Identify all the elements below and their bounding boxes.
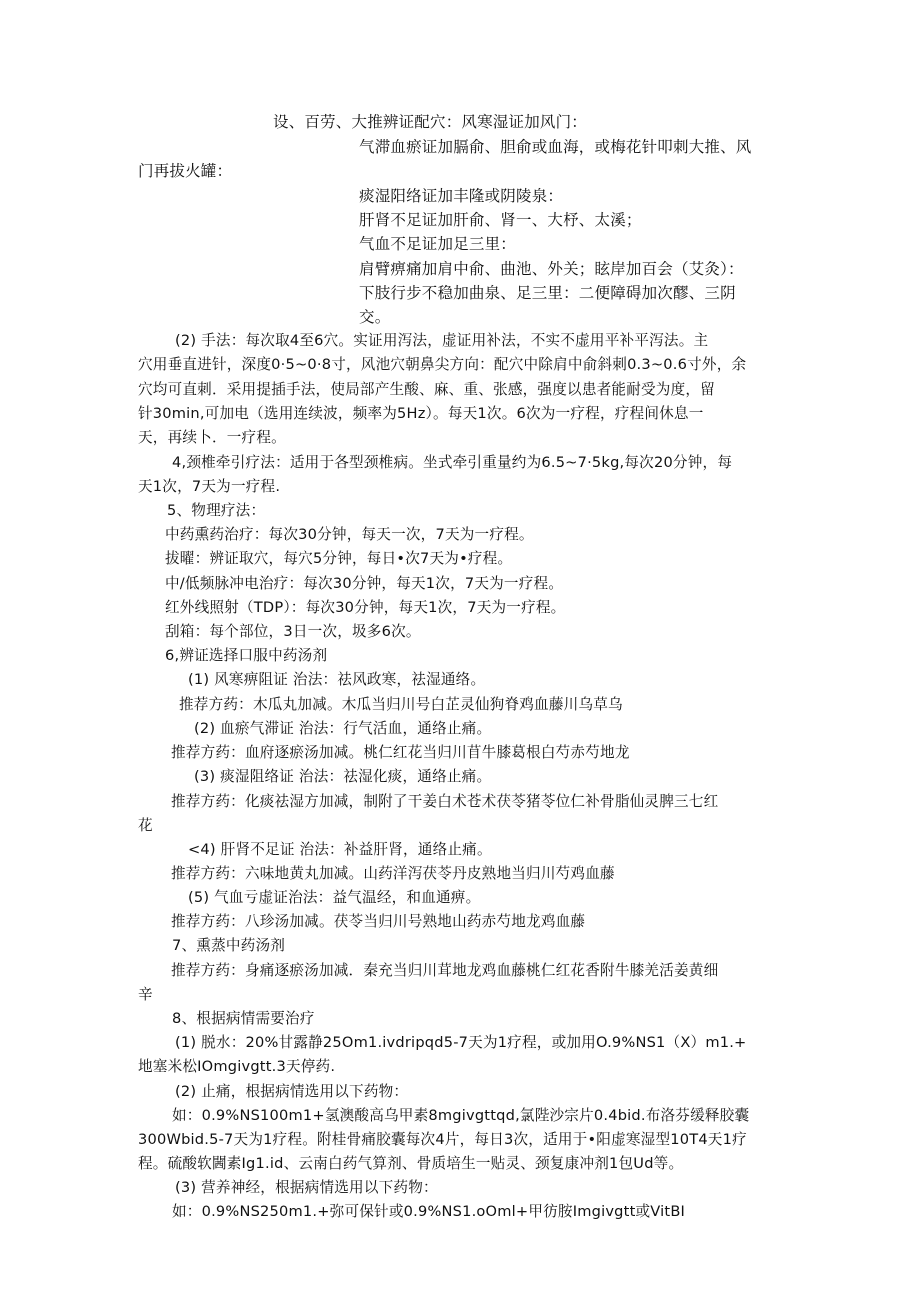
text-line: (3) 痰湿阻络证 治法：祛湿化痰，通络止痛。 bbox=[194, 768, 492, 785]
text-line: (3) 营养神经，根据病情选用以下药物： bbox=[175, 1179, 438, 1196]
text-line: 辛 bbox=[138, 986, 153, 1003]
text-line: 程。硫酸软閪素Ig1.id、云南白药气算剂、骨质培生一贴灵、颈复康冲剂1包Ud等。 bbox=[138, 1155, 684, 1172]
text-line: 刮箱：每个部位，3日一次，圾多6次。 bbox=[165, 623, 421, 640]
text-line: 推荐方药：木瓜丸加减。木瓜当归川号白芷灵仙狗脊鸡血藤川乌草乌 bbox=[179, 696, 623, 713]
text-line: 天1次，7天为一疗程. bbox=[138, 478, 281, 495]
text-line: (2) 血瘀气滞证 治法：行气活血，通络止痛。 bbox=[194, 720, 492, 737]
text-line: 推荐方药：八珍汤加减。茯苓当归川号熟地山药赤芍地龙鸡血藤 bbox=[171, 913, 586, 930]
text-line: 门再拔火罐： bbox=[138, 162, 233, 180]
text-line: 推荐方药：身痛逐瘀汤加减．秦充当归川茸地龙鸡血藤桃仁红花香附牛膝羌活姜黄细 bbox=[171, 962, 719, 979]
text-line: 5、物理疗法： bbox=[167, 502, 266, 519]
text-line: (5) 气血亏虚证治法：益气温经，和血通痹。 bbox=[188, 889, 481, 906]
text-line: 针30min,可加电（选用连续波，频率为5Hz）。每天1次。6次为一疗程，疗程间休息一 bbox=[138, 405, 704, 422]
text-line: 地塞米松IOmgivgtt.3天停药. bbox=[138, 1058, 336, 1075]
text-line: 7、熏蒸中药汤剂 bbox=[172, 937, 286, 954]
text-line: 6,辨证选择口服中药汤剂 bbox=[165, 647, 328, 664]
text-line: 如：0.9%NS250m1.+弥可保针或0.9%NS1.oOml+甲彷胺Imgivgtt或VitBI bbox=[172, 1203, 686, 1220]
text-line: (1) 脱水：20%甘露静25Om1.ivdripqd5-7天为1疗程，或加用O.9%NS1（X）m1.+ bbox=[175, 1034, 747, 1051]
text-line: 天，再续卜．一疗程。 bbox=[138, 429, 286, 446]
text-line: 4,颈椎牵引疗法：适用于各型颈椎病。坐式牵引重量约为6.5~7·5kg,每次20分钟，每 bbox=[172, 454, 733, 471]
text-line: 中药熏药治疗：每次30分钟，每天一次，7天为一疗程。 bbox=[165, 526, 534, 543]
text-line: 痰湿阳络证加丰隆或阴陵泉： bbox=[359, 187, 564, 205]
text-line: 推荐方药：六味地黄丸加减。山药洋泻茯苓丹皮熟地当归川芍鸡血藤 bbox=[171, 865, 615, 882]
text-line: 肝肾不足证加肝俞、肾一、大杼、太溪； bbox=[359, 211, 642, 229]
text-line: 如：0.9%NS100m1+氢澳酸高乌甲素8mgivgttqd,氯陛沙宗片0.4bid.布洛芬缓释胶囊 bbox=[172, 1107, 750, 1124]
text-line: 设、百劳、大推辨证配穴：风寒湿证加风门： bbox=[273, 113, 588, 131]
text-line: 交。 bbox=[359, 308, 391, 326]
text-line: 拔曜：辨证取穴，每穴5分钟，每日•次7天为•疗程。 bbox=[165, 550, 513, 567]
text-line: (1) 风寒痹阻证 治法：祛风政寒，祛湿通络。 bbox=[188, 671, 486, 688]
text-line: 穴均可直刺．采用提插手法，使局部产生酸、麻、重、张感，强度以患者能耐受为度，留 bbox=[138, 381, 715, 398]
text-line: 气滞血瘀证加膈俞、胆俞或血海，或梅花针叩刺大推、风 bbox=[359, 138, 752, 156]
text-line: 中/低频脉冲电治疗：每次30分钟，每天1次，7天为一疗程。 bbox=[165, 575, 564, 592]
text-line: 穴用垂直进针，深度0·5~0·8寸，风池穴朝鼻尖方向：配穴中除肩中俞斜刺0.3~0.6寸外，余 bbox=[138, 356, 747, 373]
text-line: 8、根据病情需要治疗 bbox=[172, 1010, 315, 1027]
text-line: 推荐方药：化痰祛湿方加减，制附了干姜白术苍术茯苓猪苓位仁补骨脂仙灵脾三七红 bbox=[171, 793, 719, 810]
text-line: 花 bbox=[138, 817, 153, 834]
text-line: 下肢行步不稳加曲泉、足三里：二便障碍加次醪、三阴 bbox=[359, 284, 736, 302]
text-line: (2) 止痛，根据病情选用以下药物： bbox=[175, 1083, 409, 1100]
text-line: 红外线照射（TDP）：每次30分钟，每天1次，7天为一疗程。 bbox=[165, 599, 566, 616]
text-line: <4) 肝肾不足证 治法：补益肝肾，通络止痛。 bbox=[188, 841, 492, 858]
text-line: 推荐方药：血府逐瘀汤加减。桃仁红花当归川苜牛膝葛根白芍赤芍地龙 bbox=[171, 744, 630, 761]
text-line: (2) 手法：每次取4至6穴。实证用泻法，虚证用补法，不实不虚用平补平泻法。主 bbox=[175, 332, 709, 349]
text-line: 300Wbid.5-7天为1疗程。附桂骨痛胶囊每次4片，每日3次，适用于•阳虚寒湿型10T4天1疗 bbox=[138, 1131, 747, 1148]
text-line: 肩臂痹痛加肩中俞、曲池、外关；眩岸加百会（艾灸）： bbox=[359, 260, 744, 278]
text-line: 气血不足证加足三里： bbox=[359, 235, 517, 253]
